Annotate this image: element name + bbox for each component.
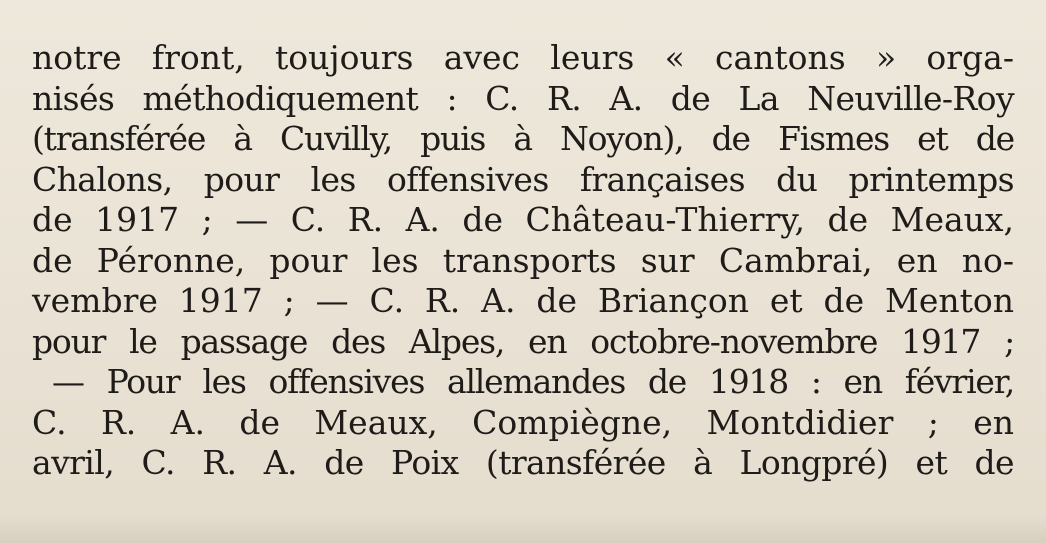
- text-line-8: pour le passage des Alpes, en octobre-novembre 1917 ;: [32, 321, 1014, 361]
- text-line-10: C. R. A. de Meaux, Compiègne, Montdidier ; en: [32, 402, 1014, 442]
- text-line-7: vembre 1917 ; — C. R. A. de Briançon et de Menton: [32, 281, 1014, 320]
- paragraph: [32, 38, 1014, 484]
- text-line-5: de 1917 ; — C. R. A. de Château-Thierry, de Meaux,: [32, 200, 1014, 239]
- text-line-3: (transférée à Cuvilly, puis à Noyon), de Fismes et de: [32, 119, 1014, 158]
- text-line-4: Chalons, pour les offensives françaises du printemps: [32, 159, 1014, 199]
- text-line-1: notre front, toujours avec leurs « cantons » orga-: [32, 38, 1014, 77]
- text-line-11: avril, C. R. A. de Poix (transférée à Longpré) et de: [32, 443, 1014, 482]
- text-line-2: nisés méthodiquement : C. R. A. de La Neuville-Roy: [32, 78, 1014, 118]
- text-line-9: — Pour les offensives allemandes de 1918 : en février,: [52, 362, 1014, 401]
- text-line-6: de Péronne, pour les transports sur Cambrai, en no-: [32, 240, 1014, 280]
- page-edge-shadow: [0, 515, 1046, 543]
